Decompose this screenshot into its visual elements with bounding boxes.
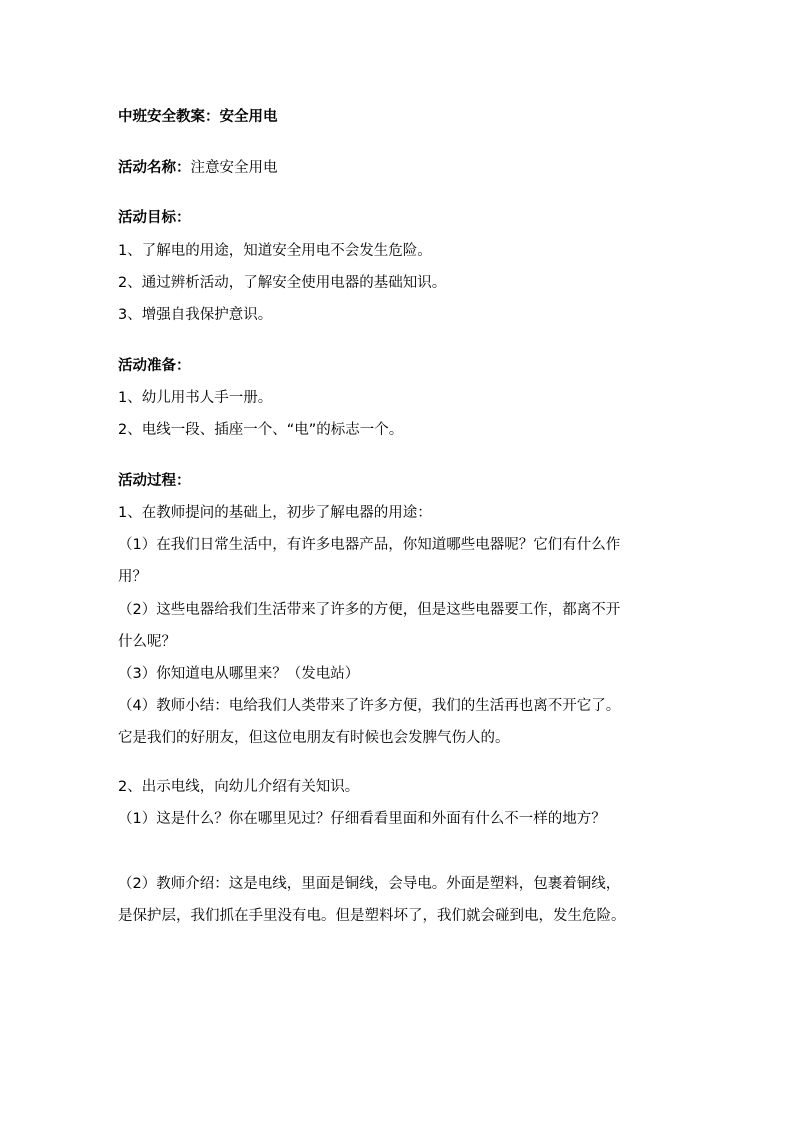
- activity-name-line: [118, 158, 278, 178]
- process-line: （4）教师小结：电给我们人类带来了许多方便，我们的生活再也离不开它了。: [118, 698, 621, 714]
- activity-name-value: 注意安全用电: [190, 160, 278, 176]
- process-line: （2）这些电器给我们生活带来了许多的方便，但是这些电器要工作，都离不开: [118, 602, 621, 618]
- process-line: （1）这是什么？你在哪里见过？仔细看看里面和外面有什么不一样的地方？: [118, 811, 606, 827]
- process-line: 用？: [118, 569, 147, 585]
- goal-item: 2、通过辨析活动，了解安全使用电器的基础知识。: [118, 275, 447, 291]
- process-line: （2）教师介绍：这是电线，里面是铜线，会导电。外面是塑料，包裹着铜线，: [118, 876, 621, 892]
- process-line: 2、出示电线，向幼儿介绍有关知识。: [118, 779, 360, 795]
- process-line: 1、在教师提问的基础上，初步了解电器的用途：: [118, 505, 432, 521]
- document-title: 中班安全教案：安全用电: [118, 109, 278, 125]
- goals-heading: 活动目标：: [118, 210, 191, 226]
- process-line: 什么呢？: [118, 634, 176, 650]
- goal-item: 1、了解电的用途，知道安全用电不会发生危险。: [118, 243, 432, 259]
- process-heading: 活动过程：: [118, 473, 191, 489]
- process-line: （3）你知道电从哪里来？（发电站）: [118, 666, 360, 682]
- activity-name-label: 活动名称：: [118, 160, 191, 176]
- preparation-heading: 活动准备：: [118, 358, 191, 374]
- process-line: 它是我们的好朋友，但这位电朋友有时候也会发脾气伤人的。: [118, 730, 510, 746]
- preparation-item: 2、电线一段、插座一个、“电”的标志一个。: [118, 422, 404, 438]
- preparation-item: 1、幼儿用书人手一册。: [118, 390, 273, 406]
- process-line: 是保护层，我们抓在手里没有电。但是塑料坏了，我们就会碰到电，发生危险。: [118, 908, 626, 924]
- goal-item: 3、增强自我保护意识。: [118, 307, 273, 323]
- process-line: （1）在我们日常生活中，有许多电器产品，你知道哪些电器呢？它们有什么作: [118, 537, 621, 553]
